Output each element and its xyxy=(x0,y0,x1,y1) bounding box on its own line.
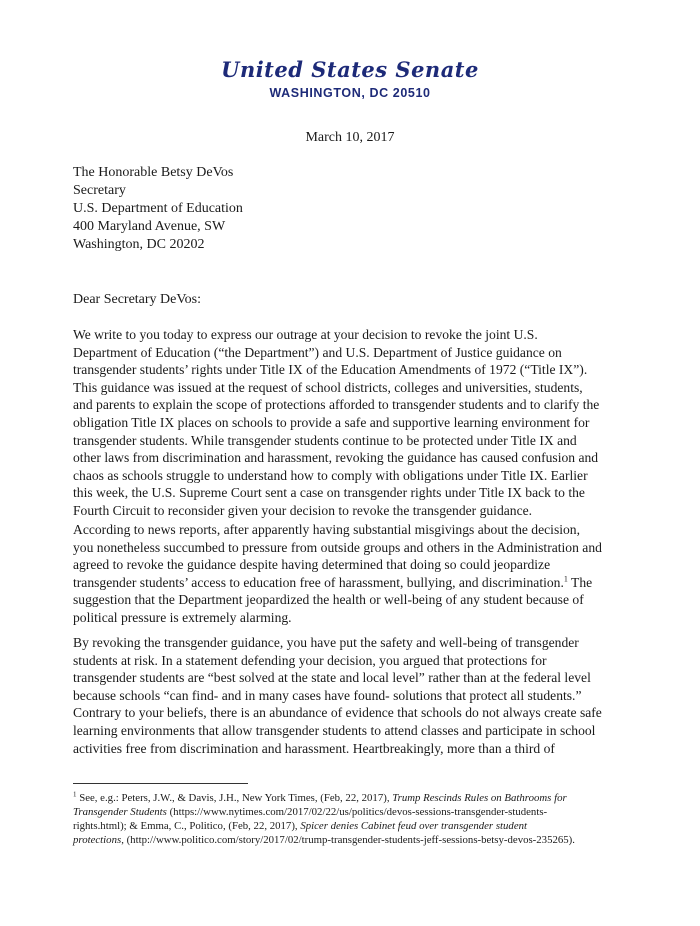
footnote-article-title: Trump Rescinds Rules on Bathrooms for xyxy=(392,792,567,804)
paragraph-line: obligation Title IX places on schools to provide a safe and supportive learning environment for xyxy=(73,414,590,430)
recipient-street: 400 Maryland Avenue, SW xyxy=(73,219,226,234)
paragraph-line: you nonetheless succumbed to pressure from outside groups and others in the Administration and xyxy=(73,539,602,555)
footnote-line xyxy=(73,819,643,833)
recipient-address xyxy=(73,164,243,254)
recipient-city: Washington, DC 20202 xyxy=(73,237,205,252)
footnote-text: See, e.g.: Peters, J.W., & Davis, J.H., New York Times, (Feb, 22, 2017), xyxy=(76,792,393,804)
footnote-line xyxy=(73,833,643,847)
recipient-title: Secretary xyxy=(73,183,126,198)
salutation: Dear Secretary DeVos: xyxy=(73,292,202,307)
paragraph-line: This guidance was issued at the request of school districts, colleges and universities, students, xyxy=(73,379,583,395)
footnote-reference[interactable]: 1 xyxy=(563,574,568,584)
footnote-url[interactable]: , (http://www.politico.com/story/2017/02/trump-transgender-students-jeff-sessions-betsy-devos-235265). xyxy=(121,834,575,846)
senate-location: WASHINGTON, DC 20510 xyxy=(269,86,431,100)
footnote xyxy=(73,791,643,847)
paragraph-line: Contrary to your beliefs, there is an abundance of evidence that schools do not always create safe xyxy=(73,705,602,721)
footnote-url[interactable]: (https://www.nytimes.com/2017/02/22/us/politics/devos-sessions-transgender-students- xyxy=(166,806,548,818)
footnote-url[interactable]: rights.html); & Emma, C., Politico, (Feb, 22, 2017), xyxy=(73,820,301,832)
footnote-line xyxy=(73,805,643,819)
paragraph-line: and parents to explain the scope of protections afforded to transgender students and to clarify the xyxy=(73,397,600,413)
footnote-article-title: protections xyxy=(73,834,122,846)
letter-date: March 10, 2017 xyxy=(305,130,395,145)
paragraph-text: transgender students’ access to education free of harassment, bullying, and discrimination. xyxy=(73,574,564,590)
footnote-divider xyxy=(73,783,248,784)
paragraph-line: other laws from discrimination and harassment, revoking the guidance has caused confusion and xyxy=(73,450,599,466)
footnote-article-title: Transgender Students xyxy=(73,806,167,818)
paragraph-line xyxy=(73,574,633,592)
paragraph-line: suggestion that the Department jeopardized the health or well-being of any student because of xyxy=(73,592,584,608)
paragraph-2 xyxy=(73,521,633,627)
paragraph-line: transgender students’ rights under Title IX of the Education Amendments of 1972 (“Title IX”). xyxy=(73,362,588,378)
recipient-name: The Honorable Betsy DeVos xyxy=(73,165,234,180)
paragraph-line: activities free from discrimination and harassment. Heartbreakingly, more than a third of xyxy=(73,740,555,756)
footnote-article-title: Spicer denies Cabinet feud over transgender student xyxy=(300,820,528,832)
paragraph-line: this week, the U.S. Supreme Court sent a case on transgender rights under Title IX back to the xyxy=(73,485,585,501)
paragraph-1 xyxy=(73,326,633,520)
senate-title: United States Senate xyxy=(221,57,479,82)
paragraph-line: because schools “can find- and in many cases have found- solutions that protect all students.” xyxy=(73,687,582,703)
paragraph-line: Fourth Circuit to reconsider given your decision to revoke the transgender guidance. xyxy=(73,502,533,518)
paragraph-line: agreed to revoke the guidance despite having determined that doing so could jeopardize xyxy=(73,557,551,573)
paragraph-line: learning environments that allow transgender students to attend classes and participate in school xyxy=(73,722,596,738)
paragraph-line: transgender students are “best solved at the state and local level” rather than at the federal level xyxy=(73,670,591,686)
paragraph-3 xyxy=(73,634,633,757)
paragraph-line: transgender students. While transgender students continue to be protected under Title IX and xyxy=(73,432,577,448)
paragraph-line: By revoking the transgender guidance, you have put the safety and well-being of transgender xyxy=(73,635,579,650)
letterhead xyxy=(0,58,700,102)
paragraph-line: chaos as schools struggle to understand how to comply with obligations under Title IX. Earlier xyxy=(73,467,588,483)
footnote-line xyxy=(73,791,643,805)
recipient-organization: U.S. Department of Education xyxy=(73,201,243,216)
paragraph-line: political pressure is extremely alarming. xyxy=(73,609,292,625)
paragraph-line: We write to you today to express our outrage at your decision to revoke the joint U.S. xyxy=(73,327,538,342)
paragraph-line: students at risk. In a statement defending your decision, you argued that protections for xyxy=(73,652,547,668)
paragraph-line: Department of Education (“the Department”) and U.S. Department of Justice guidance on xyxy=(73,344,562,360)
paragraph-text: The xyxy=(567,574,593,590)
paragraph-line: According to news reports, after apparently having substantial misgivings about the decision, xyxy=(73,522,581,537)
footnote-marker: 1 xyxy=(73,790,77,799)
